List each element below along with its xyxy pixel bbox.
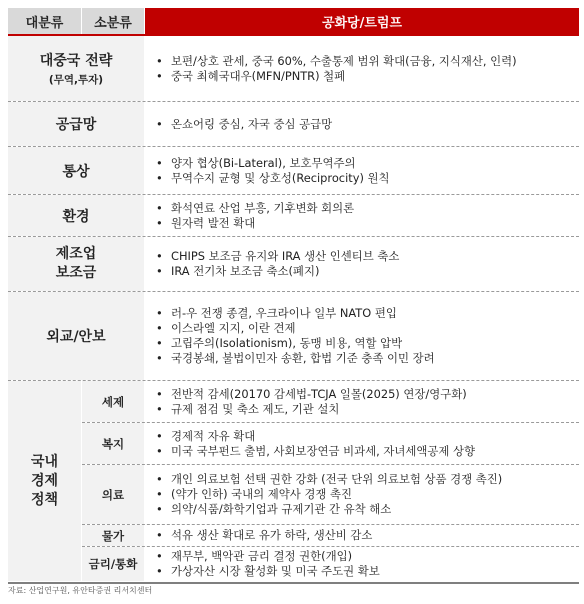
category-trade: [8, 147, 144, 194]
header-minor-label: 소분류: [94, 15, 132, 31]
content-tax: [145, 381, 579, 422]
category-label: 대중국 전략: [39, 53, 113, 69]
category-domestic-economy: [8, 381, 81, 581]
content-china-strategy: [145, 36, 579, 101]
subcategory-label: 금리/통화: [88, 557, 138, 571]
list-item: • 양자 협상(Bi-Lateral), 보호무역주의: [153, 156, 579, 171]
category-label-line1: 국내: [30, 453, 59, 470]
category-supply-chain: [8, 102, 144, 146]
table-bottom-border: [8, 582, 579, 584]
list-item: • 고립주의(Isolationism), 동맹 비용, 역할 압박: [153, 336, 579, 351]
list-item: • 석유 생산 확대로 유가 하락, 생산비 감소: [153, 528, 579, 543]
content-supply-chain: [145, 102, 579, 146]
subcategory-label: 복지: [101, 436, 125, 451]
subcategory-label: 물가: [101, 528, 125, 543]
content-environment: [145, 195, 579, 236]
content-healthcare: [145, 465, 579, 524]
list-item: • 화석연료 산업 부흥, 기후변화 회의론: [153, 201, 579, 216]
category-label: 환경: [62, 208, 90, 225]
category-environment: [8, 195, 144, 236]
list-item: • IRA 전기차 보조금 축소(폐지): [153, 264, 579, 279]
header-minor-category: [82, 8, 144, 34]
list-item: • 이스라엘 지지, 이란 견제: [153, 321, 579, 336]
list-item: • 개인 의료보험 선택 권한 강화 (전국 단위 의료보험 상품 경쟁 촉진): [153, 472, 579, 487]
header-content: [145, 8, 579, 34]
list-item: • 미국 국부펀드 출범, 사회보장연금 비과세, 자녀세액공제 상향: [153, 444, 579, 459]
category-sublabel: (무역,투자): [48, 74, 104, 86]
content-trade: [145, 147, 579, 194]
list-item: • 원자력 발전 확대: [153, 216, 579, 231]
header-major-category: [8, 8, 81, 34]
list-item: • CHIPS 보조금 유지와 IRA 생산 인센티브 축소: [153, 249, 579, 264]
list-item: • 의약/식품/화학기업과 규제기관 간 유착 해소: [153, 502, 579, 517]
category-label-line2: 보조금: [55, 265, 97, 281]
list-item: • 전반적 감세(20170 감세법-TCJA 일몰(2025) 연장/영구화): [153, 387, 579, 402]
list-item: • 경제적 자유 확대: [153, 429, 579, 444]
subcategory-welfare: [82, 423, 144, 464]
category-label: 제조업: [55, 246, 97, 262]
subcategory-prices: [82, 525, 144, 546]
subcategory-label: 의료: [101, 487, 125, 502]
list-item: • 규제 점검 및 축소 제도, 기관 설치: [153, 402, 579, 417]
list-item: • 중국 최혜국대우(MFN/PNTR) 철폐: [153, 69, 579, 84]
header-content-label: 공화당/트럼프: [321, 15, 403, 31]
list-item: • 재무부, 백악관 금리 결정 권한(개입): [153, 549, 579, 564]
subcategory-tax: [82, 381, 144, 422]
subcategory-label: 세제: [101, 394, 125, 409]
list-item: • (약가 인하) 국내의 제약사 경쟁 촉진: [153, 487, 579, 502]
list-item: • 무역수지 균형 및 상호성(Reciprocity) 원칙: [153, 171, 579, 186]
category-label-line3: 정책: [30, 491, 59, 508]
list-item: • 보편/상호 관세, 중국 60%, 수출통제 범위 확대(금융, 지식재산, 인력): [153, 54, 579, 69]
category-label-line2: 경제: [30, 472, 59, 489]
category-label: 외교/안보: [46, 329, 106, 345]
content-diplomacy-security: [145, 292, 579, 380]
category-label: 공급망: [55, 117, 97, 133]
list-item: • 러-우 전쟁 종결, 우크라이나 일부 NATO 편입: [153, 306, 579, 321]
content-welfare: [145, 423, 579, 464]
source-note: 자료: 산업연구원, 유안타증권 리서치센터: [8, 586, 153, 595]
content-rates-currency: [145, 547, 579, 581]
subcategory-rates-currency: [82, 547, 144, 581]
list-item: • 국경봉쇄, 불법이민자 송환, 합법 기준 충족 이민 장려: [153, 351, 579, 366]
list-item: • 온쇼어링 중심, 자국 중심 공급망: [153, 117, 579, 132]
content-manufacturing-subsidy: [145, 237, 579, 291]
category-china-strategy: [8, 36, 144, 101]
header-major-label: 대분류: [25, 15, 64, 31]
category-label: 통상: [62, 163, 90, 180]
category-manufacturing-subsidy: [8, 237, 144, 291]
list-item: • 가상자산 시장 활성화 및 미국 주도권 확보: [153, 564, 579, 579]
subcategory-healthcare: [82, 465, 144, 524]
category-diplomacy-security: [8, 292, 144, 380]
content-prices: [145, 525, 579, 546]
